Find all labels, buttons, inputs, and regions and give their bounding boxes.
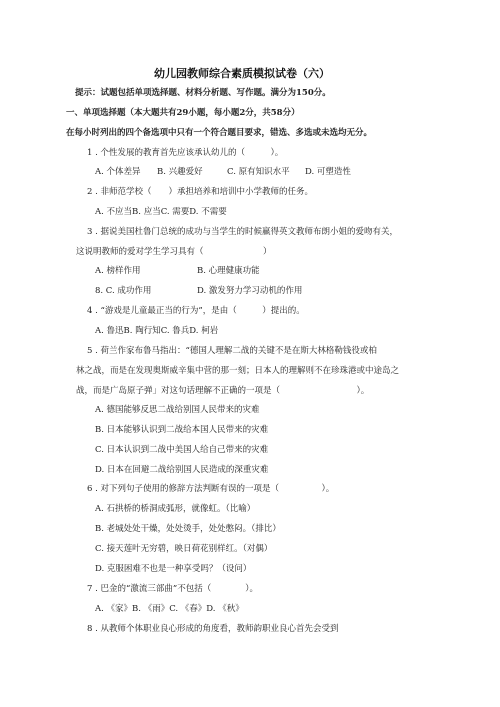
question-option: A. 德国能够反思二战给别国人民带来的灾难 <box>95 405 260 415</box>
question-option: D. 克服困难不也是一种享受吗？（设问） <box>95 564 252 574</box>
question-option: D. 可塑造性 <box>305 167 351 177</box>
section-instruction: 在每小时列出的四个备选项中只有一个符合题目要求，错选、多选或未选均无分。 <box>66 128 373 138</box>
question-options-line: A. 鲁迅B. 陶行知C. 鲁兵D. 柯岩 <box>95 326 219 336</box>
section-heading: 一、单项选择题（本大题共有29小题，每小题2分，共58分） <box>66 108 300 118</box>
question-stem: 6 . 对下列句子使用的修辞方法判断有误的一项是（ ）。 <box>87 484 335 494</box>
question-stem: 1 . 个性发展的教育首先应该承认幼儿的（ ）。 <box>87 148 284 158</box>
question-option: B. 心理健康功能 <box>197 266 260 276</box>
question-option: B. 兴趣爱好 <box>157 167 203 177</box>
question-options-line: A. 不应当B. 应当C. 需要D. 不需要 <box>95 207 227 217</box>
question-stem-continued: 战，而是广岛原子弹」对这句话理解不正确的一项是（ ）。 <box>76 386 370 396</box>
question-option: A. 榜样作用 <box>95 266 141 276</box>
question-stem-continued: 这说明教师的爱对学生学习具有（ ） <box>76 247 272 257</box>
question-stem: 8 . 从教师个体职业良心形成的角度看，教师韵职业良心首先会受到 <box>87 624 339 634</box>
question-option: A. 个体差异 <box>95 167 141 177</box>
question-stem: 7 . 巴金的“激流三部曲”不包括（ ）。 <box>87 584 258 594</box>
page-title: 幼儿园教师综合素质模拟试卷（六） <box>154 67 330 80</box>
question-option: D. 日本在回避二战给别国人民造成的深重灾难 <box>95 465 269 475</box>
question-stem-continued: 林之战，而是在发现奥斯威辛集中营的那一刻；日本人的理解则不在珍珠港或中途岛之 <box>76 366 400 376</box>
question-stem: 4 . “游戏是儿童最正当的行为”，是由（ ）提出的。 <box>87 306 305 316</box>
question-option: A. 石拱桥的桥洞成弧形，就像虹。（比喻） <box>95 504 256 514</box>
question-stem: 5 . 荷兰作家布鲁马指出：“德国人理解二战的关键不是在斯大林格勒钱役或柏 <box>87 346 377 356</box>
question-stem: 2 . 非师范学校（ ）承担培养和培训中小学教师的任务。 <box>87 187 314 197</box>
question-option: B. 老城处处干燥，处处烫手，处处憋闷。（排比） <box>95 524 281 534</box>
question-option: C. 日本认识到二战中美国人给自己带来的灾难 <box>95 445 269 455</box>
question-options-line: A. 《家》B. 《雨》C. 《春》D. 《秋》 <box>95 604 244 614</box>
question-option: D. 激发努力学习动机的作用 <box>197 286 303 296</box>
exam-notice: 提示：试题包括单项选择题、材料分析题、写作题。满分为150分。 <box>75 88 331 98</box>
question-stem: 3 . 据说美国杜鲁门总统的成功与当学生的时候羸得英文教师布朗小姐的爱吻有关， <box>87 227 399 237</box>
question-option: B. 日本能够认识到二战给本国人民带来的灾难 <box>95 425 269 435</box>
question-option: C. 接天莲叶无穷碧，映日荷花别样红。（对偶） <box>95 544 273 554</box>
question-option: 8. C. 成功作用 <box>95 286 152 296</box>
question-option: C. 原有知识水平 <box>227 167 290 177</box>
